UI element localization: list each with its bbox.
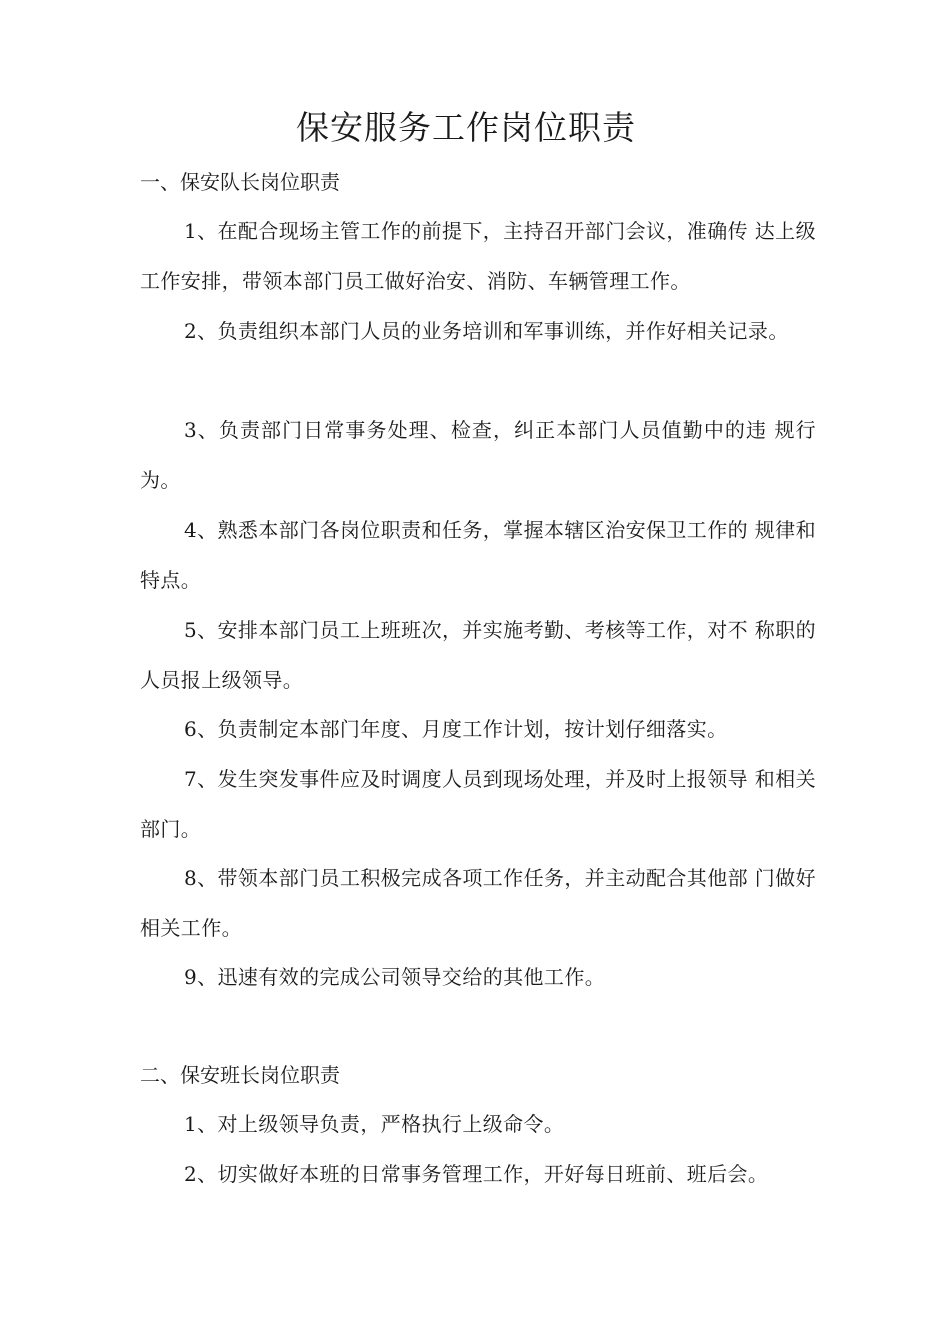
list-item: 5、安排本部门员工上班班次，并实施考勤、考核等工作，对不 称职的人员报上级领导。 bbox=[140, 618, 816, 692]
section-heading-captain: 一、保安队长岗位职责 bbox=[140, 170, 340, 194]
list-item: 6、负责制定本部门年度、月度工作计划，按计划仔细落实。 bbox=[184, 717, 728, 741]
list-item: 3、负责部门日常事务处理、检查，纠正本部门人员值勤中的违 规行为。 bbox=[140, 418, 816, 492]
list-item: 1、在配合现场主管工作的前提下，主持召开部门会议，准确传 达上级工作安排，带领本部门员工做好治安、消防、车辆管理工作。 bbox=[140, 219, 816, 293]
list-item: 1、对上级领导负责，严格执行上级命令。 bbox=[184, 1112, 565, 1136]
list-item: 4、熟悉本部门各岗位职责和任务，掌握本辖区治安保卫工作的 规律和特点。 bbox=[140, 518, 816, 592]
list-item: 7、发生突发事件应及时调度人员到现场处理，并及时上报领导 和相关部门。 bbox=[140, 767, 816, 841]
list-item: 2、切实做好本班的日常事务管理工作，开好每日班前、班后会。 bbox=[184, 1162, 769, 1186]
list-item: 8、带领本部门员工积极完成各项工作任务，并主动配合其他部 门做好相关工作。 bbox=[140, 866, 816, 940]
section-heading-team-leader: 二、保安班长岗位职责 bbox=[140, 1063, 340, 1087]
document-title: 保安服务工作岗位职责 bbox=[296, 108, 636, 147]
list-item: 9、迅速有效的完成公司领导交给的其他工作。 bbox=[184, 965, 606, 989]
list-item: 2、负责组织本部门人员的业务培训和军事训练，并作好相关记录。 bbox=[184, 319, 789, 343]
